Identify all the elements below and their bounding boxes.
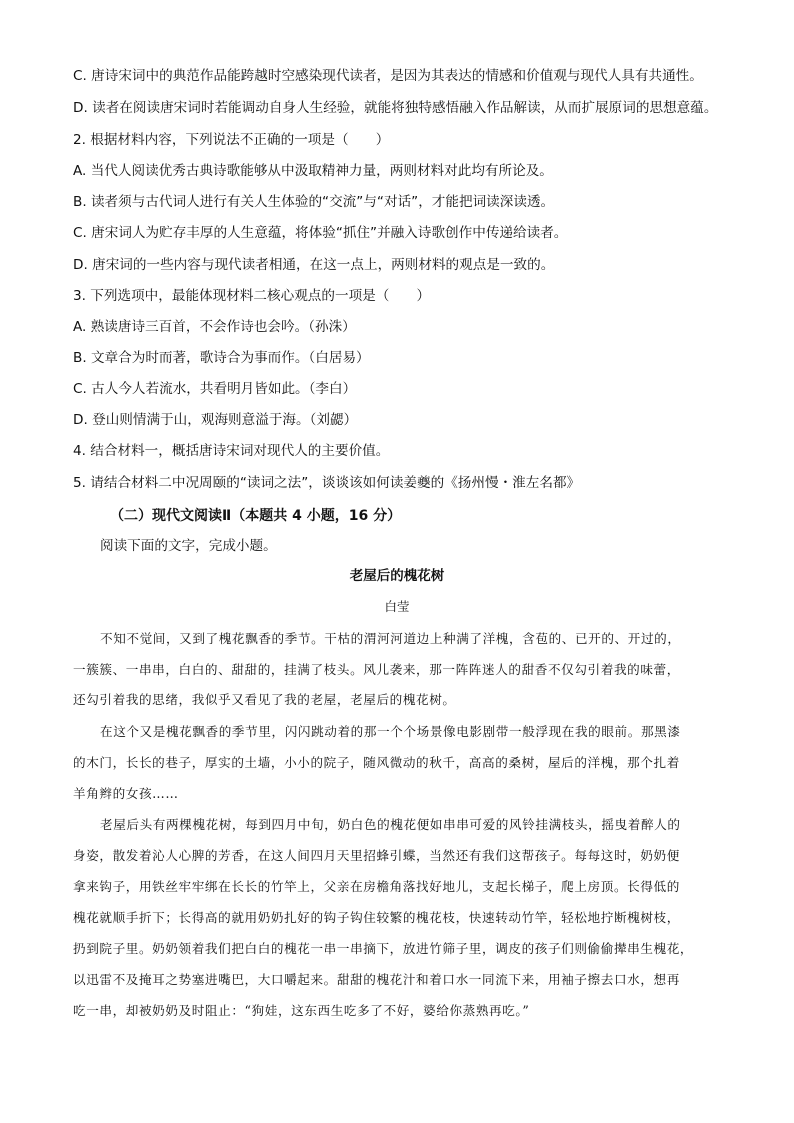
paragraph-3-line-2: 身姿，散发着沁人心脾的芳香，在这人间四月天里招蜂引蝶，当然还有我们这帮孩子。每每这时，奶奶便 (73, 848, 680, 863)
paragraph-3-line-5: 扔到院子里。奶奶领着我们把白白的槐花一串一串摘下，放进竹筛子里，调皮的孩子们则偷偷撵串生槐花， (73, 941, 694, 956)
instruction: 阅读下面的文字，完成小题。 (100, 538, 277, 554)
q3-option-d: D. 登山则情满于山，观海则意溢于海。（刘勰） (73, 412, 358, 428)
paragraph-2-line-2: 的木门，长长的巷子，厚实的土墙，小小的院子，随风微动的秋千，高高的桑树，屋后的洋槐，那个扎着 (73, 755, 680, 770)
paragraph-3-line-6: 以迅雷不及掩耳之势塞进嘴巴，大口嚼起来。甜甜的槐花汁和着口水一同流下来，用袖子擦去口水，想再 (73, 972, 680, 987)
article-author: 白莹 (384, 599, 410, 614)
q5-stem: 5. 请结合材料二中况周颐的“读词之法”，谈谈该如何读姜夔的《扬州慢・淮左名都》 (73, 475, 581, 491)
paragraph-2-line-3: 羊角辫的女孩…… (73, 786, 179, 801)
paragraph-2-line-1: 在这个又是槐花飘香的季节里，闪闪跳动着的那一个个场景像电影剧带一般浮现在我的眼前。那黑漆 (100, 724, 681, 739)
paragraph-1-line-2: 一簇簇、一串串，白白的、甜甜的，挂满了枝头。风儿袭来，那一阵阵迷人的甜香不仅勾引着我的味蕾， (73, 662, 680, 677)
paragraph-3-line-7: 吃一串，却被奶奶及时阻止：“狗娃，这东西生吃多了不好，婆给你蒸熟再吃。” (73, 1003, 530, 1018)
q2-option-d: D. 唐宋词的一些内容与现代读者相通，在这一点上，两则材料的观点是一致的。 (73, 257, 555, 273)
q4-stem: 4. 结合材料一，概括唐诗宋词对现代人的主要价值。 (73, 443, 390, 459)
paragraph-1-line-1: 不知不觉间，又到了槐花飘香的季节。干枯的渭河河道边上种满了洋槐，含苞的、已开的、开过的， (100, 631, 681, 646)
q2-stem: 2. 根据材料内容，下列说法不正确的一项是（ ） (73, 132, 390, 148)
q2-option-c: C. 唐宋词人为贮存丰厚的人生意蕴，将体验“抓住”并融入诗歌创作中传递给读者。 (73, 225, 568, 241)
q3-option-b: B. 文章合为时而著，歌诗合为事而作。（白居易） (73, 350, 370, 366)
q1-option-d: D. 读者在阅读唐宋词时若能调动自身人生经验，就能将独特感悟融入作品解读，从而扩展原词的思想意蕴。 (73, 100, 718, 116)
q2-option-a: A. 当代人阅读优秀古典诗歌能够从中汲取精神力量，两则材料对此均有所论及。 (73, 163, 553, 179)
q1-option-c: C. 唐诗宋词中的典范作品能跨越时空感染现代读者，是因为其表达的情感和价值观与现代人具有共通性。 (73, 68, 703, 84)
paragraph-3-line-1: 老屋后头有两棵槐花树，每到四月中旬，奶白色的槐花便如串串可爱的风铃挂满枝头，摇曳着醉人的 (100, 817, 681, 832)
q3-stem: 3. 下列选项中，最能体现材料二核心观点的一项是（ ） (73, 288, 431, 304)
section-heading: （二）现代文阅读Ⅱ（本题共 4 小题，16 分） (110, 508, 402, 524)
q3-option-a: A. 熟读唐诗三百首，不会作诗也会吟。（孙洙） (73, 319, 356, 335)
article-title: 老屋后的槐花树 (349, 568, 445, 584)
paragraph-1-line-3: 还勾引着我的思绪，我似乎又看见了我的老屋，老屋后的槐花树。 (73, 692, 456, 707)
q2-option-b: B. 读者须与古代词人进行有关人生体验的“交流”与“对话”，才能把词读深读透。 (73, 194, 555, 210)
paragraph-3-line-4: 槐花就顺手折下；长得高的就用奶奶扎好的钩子钩住较繁的槐花枝，快速转动竹竿，轻松地拧断槐树枝， (73, 910, 680, 925)
q3-option-c: C. 古人今人若流水，共看明月皆如此。（李白） (73, 381, 357, 397)
paragraph-3-line-3: 拿来钩子，用铁丝牢牢绑在长长的竹竿上，父亲在房檐角落找好地儿，支起长梯子，爬上房顶。长得低的 (73, 879, 680, 894)
